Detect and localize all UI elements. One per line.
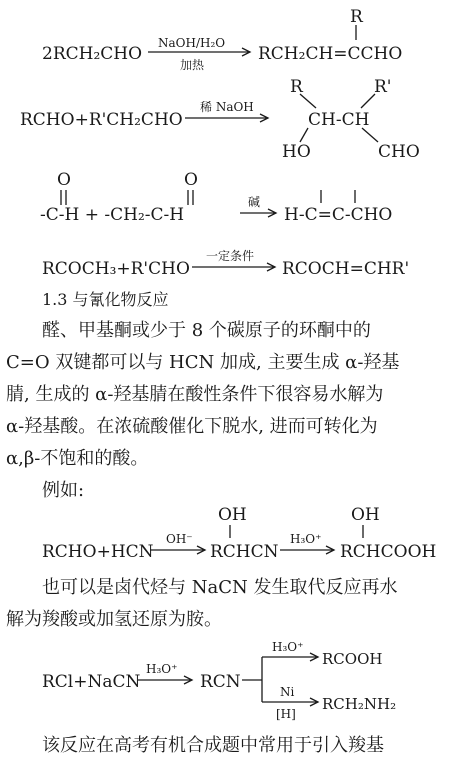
reaction5-reactants: RCHO+HCN [42, 542, 154, 562]
reaction3-condition: 碱 [248, 195, 261, 209]
reaction1-reactant: 2RCH₂CHO [42, 44, 143, 64]
paragraph-line: C=O 双键都可以与 HCN 加成, 主要生成 α-羟基 [6, 352, 400, 373]
reaction2-hydroxyl: HO [282, 142, 311, 162]
reaction2-condition: 稀 NaOH [200, 100, 254, 114]
reaction6-lower-product: RCH₂NH₂ [322, 695, 397, 713]
reaction5-intermediate: RCHCN [210, 542, 279, 562]
paragraph-line: 该反应在高考有机合成题中常用于引入羧基 [42, 735, 384, 756]
paragraph-line: 也可以是卤代烃与 NaCN 发生取代反应再水 [42, 577, 398, 598]
reaction6-lower-condition: [H] [276, 707, 296, 721]
paragraph-line: 解为羧酸或加氢还原为胺。 [6, 609, 222, 630]
reaction1-product: RCH₂CH=CCHO [258, 44, 403, 64]
reaction2-reactants: RCHO+R'CH₂CHO [20, 110, 183, 130]
reaction1-condition-below: 加热 [180, 58, 205, 72]
reaction6-lower-catalyst: Ni [280, 685, 295, 699]
reaction6-condition: H₃O⁺ [146, 662, 178, 676]
reaction1-condition-above: NaOH/H₂O [158, 36, 226, 50]
reaction2-product-backbone: CH-CH [308, 110, 370, 130]
reaction2-substituent-r: R [290, 77, 303, 97]
paragraph-line: 醛、甲基酮或少于 8 个碳原子的环酮中的 [42, 320, 371, 341]
paragraph-line: 腈, 生成的 α-羟基腈在酸性条件下很容易水解为 [6, 384, 384, 405]
reaction3-reactants: -C-H + -CH₂-C-H [40, 205, 185, 225]
reaction6-reactants: RCl+NaCN [42, 672, 141, 692]
reaction3-oxygen-1: O [57, 170, 71, 190]
paragraph-line: α,β-不饱和的酸。 [6, 448, 149, 469]
reaction6-upper-product: RCOOH [322, 650, 383, 668]
paragraph-line: α-羟基酸。在浓硫酸催化下脱水, 进而可转化为 [6, 416, 378, 437]
reaction4-reactants: RCOCH₃+R'CHO [42, 259, 190, 279]
example-label: 例如: [42, 480, 85, 501]
reaction3-oxygen-2: O [184, 170, 198, 190]
reaction1-substituent-r: R [350, 7, 363, 27]
reaction4-condition: 一定条件 [206, 249, 255, 263]
reaction5-condition-2: H₃O⁺ [290, 532, 322, 546]
reaction5-condition-1: OH⁻ [166, 532, 193, 546]
reaction6-upper-condition: H₃O⁺ [272, 640, 304, 654]
reaction2-substituent-r-prime: R' [374, 77, 392, 97]
reaction5-product: RCHCOOH [340, 542, 437, 562]
section-heading: 1.3 与氰化物反应 [42, 290, 169, 309]
reaction2-aldehyde: CHO [378, 142, 420, 162]
reaction5-hydroxyl-1: OH [218, 505, 247, 525]
reaction5-hydroxyl-2: OH [351, 505, 380, 525]
reaction4-product: RCOCH=CHR' [282, 259, 410, 279]
reaction6-intermediate: RCN [200, 672, 241, 692]
reaction3-product: H-C=C-CHO [284, 205, 393, 225]
